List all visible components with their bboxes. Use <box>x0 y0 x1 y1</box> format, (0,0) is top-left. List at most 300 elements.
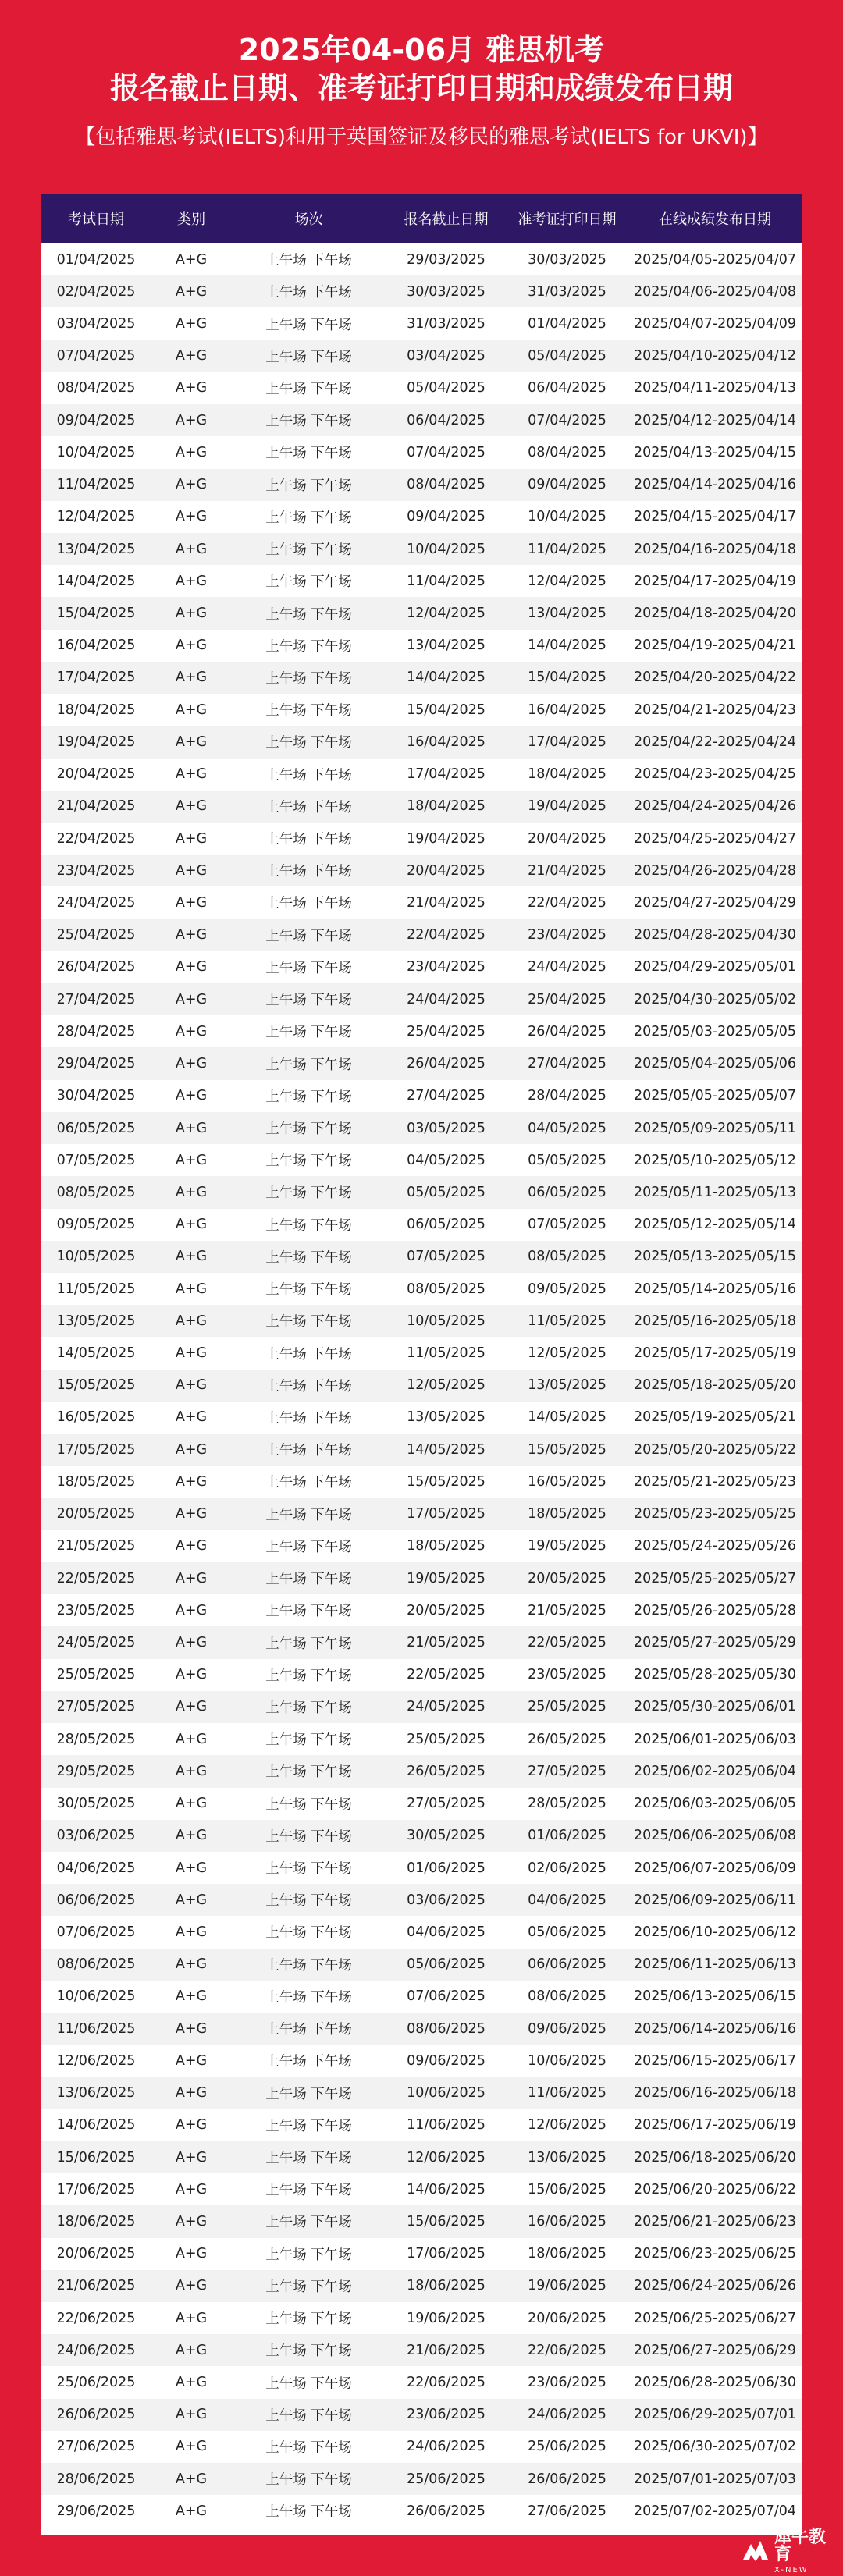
cell-results-release: 2025/05/16-2025/05/18 <box>633 1313 797 1329</box>
cell-session: 上午场 下午场 <box>265 478 352 494</box>
cell-session: 上午场 下午场 <box>265 1957 352 1974</box>
header-category: 类别 <box>177 211 205 228</box>
cell-results-release: 2025/06/01-2025/06/03 <box>633 1731 797 1747</box>
cell-session: 上午场 下午场 <box>265 1217 352 1234</box>
cell-exam-date: 01/04/2025 <box>56 251 136 268</box>
cell-registration-deadline: 03/04/2025 <box>407 348 486 364</box>
cell-registration-deadline: 04/05/2025 <box>407 1152 486 1168</box>
cell-results-release: 2025/06/23-2025/06/25 <box>633 2246 797 2262</box>
cell-session: 上午场 下午场 <box>265 1700 352 1716</box>
cell-exam-date: 08/04/2025 <box>56 380 136 396</box>
table-row <box>41 2399 802 2431</box>
cell-session: 上午场 下午场 <box>265 2215 352 2231</box>
cell-registration-deadline: 21/05/2025 <box>407 1635 486 1651</box>
cell-registration-deadline: 13/04/2025 <box>407 638 486 654</box>
cell-exam-date: 17/06/2025 <box>56 2181 136 2198</box>
cell-admission-print-date: 07/04/2025 <box>528 412 606 428</box>
cell-admission-print-date: 12/05/2025 <box>528 1345 606 1362</box>
cell-session: 上午场 下午场 <box>265 1475 352 1491</box>
cell-exam-date: 14/05/2025 <box>56 1345 136 1362</box>
table-row <box>41 1241 802 1273</box>
cell-exam-date: 26/04/2025 <box>56 959 136 975</box>
cell-exam-date: 25/04/2025 <box>56 927 136 943</box>
cell-category: A+G <box>175 1281 208 1297</box>
cell-session: 上午场 下午场 <box>265 1507 352 1523</box>
table-row <box>41 1370 802 1402</box>
cell-results-release: 2025/05/26-2025/05/28 <box>633 1602 797 1618</box>
cell-category: A+G <box>175 2052 208 2069</box>
table-row <box>41 1080 802 1112</box>
cell-category: A+G <box>175 1667 208 1683</box>
cell-registration-deadline: 19/06/2025 <box>407 2310 486 2326</box>
rhino-logo-icon <box>740 2535 771 2568</box>
table-row <box>41 2431 802 2463</box>
table-row <box>41 1755 802 1787</box>
table-row <box>41 1981 802 2013</box>
cell-results-release: 2025/04/14-2025/04/16 <box>633 477 797 493</box>
cell-exam-date: 10/04/2025 <box>56 444 136 460</box>
cell-admission-print-date: 20/05/2025 <box>528 1570 606 1586</box>
cell-exam-date: 13/06/2025 <box>56 2085 136 2102</box>
cell-exam-date: 07/05/2025 <box>56 1152 136 1168</box>
cell-category: A+G <box>175 702 208 718</box>
table-row <box>41 2270 802 2302</box>
table-row <box>41 533 802 565</box>
cell-results-release: 2025/05/04-2025/05/06 <box>633 1056 797 1072</box>
cell-category: A+G <box>175 2375 208 2391</box>
cell-admission-print-date: 12/04/2025 <box>528 573 606 589</box>
cell-category: A+G <box>175 541 208 557</box>
cell-session: 上午场 下午场 <box>265 1282 352 1299</box>
cell-category: A+G <box>175 862 208 879</box>
table-row <box>41 1337 802 1369</box>
cell-exam-date: 27/06/2025 <box>56 2439 136 2455</box>
table-row <box>41 1852 802 1884</box>
cell-category: A+G <box>175 509 208 525</box>
table-row <box>41 2366 802 2398</box>
cell-results-release: 2025/06/09-2025/06/11 <box>633 1892 797 1908</box>
cell-results-release: 2025/07/02-2025/07/04 <box>633 2503 797 2519</box>
cell-session: 上午场 下午场 <box>265 2311 352 2328</box>
table-row <box>41 1144 802 1176</box>
table-row <box>41 436 802 468</box>
table-row <box>41 951 802 983</box>
cell-results-release: 2025/04/30-2025/05/02 <box>633 991 797 1007</box>
table-body <box>41 243 802 2528</box>
cell-admission-print-date: 24/06/2025 <box>528 2407 606 2423</box>
cell-exam-date: 18/05/2025 <box>56 1473 136 1490</box>
cell-admission-print-date: 22/05/2025 <box>528 1635 606 1651</box>
cell-registration-deadline: 19/04/2025 <box>407 830 486 847</box>
cell-results-release: 2025/06/25-2025/06/27 <box>633 2310 797 2326</box>
cell-registration-deadline: 12/05/2025 <box>407 1377 486 1394</box>
cell-session: 上午场 下午场 <box>265 1314 352 1331</box>
cell-exam-date: 18/06/2025 <box>56 2213 136 2230</box>
table-row <box>41 1498 802 1530</box>
cell-results-release: 2025/04/23-2025/04/25 <box>633 766 797 783</box>
cell-category: A+G <box>175 444 208 460</box>
table-row <box>41 2463 802 2495</box>
table-row <box>41 2495 802 2527</box>
cell-session: 上午场 下午场 <box>265 767 352 783</box>
cell-session: 上午场 下午场 <box>265 1604 352 1620</box>
cell-session: 上午场 下午场 <box>265 285 352 301</box>
cell-results-release: 2025/04/16-2025/04/18 <box>633 541 797 557</box>
cell-category: A+G <box>175 2471 208 2487</box>
table-row <box>41 1884 802 1916</box>
cell-registration-deadline: 10/04/2025 <box>407 541 486 557</box>
cell-session: 上午场 下午场 <box>265 896 352 912</box>
cell-exam-date: 22/04/2025 <box>56 830 136 847</box>
cell-results-release: 2025/04/06-2025/04/08 <box>633 283 797 300</box>
cell-results-release: 2025/05/27-2025/05/29 <box>633 1635 797 1651</box>
cell-session: 上午场 下午场 <box>265 2247 352 2263</box>
cell-results-release: 2025/04/27-2025/04/29 <box>633 894 797 911</box>
cell-admission-print-date: 24/04/2025 <box>528 959 606 975</box>
cell-results-release: 2025/06/20-2025/06/22 <box>633 2181 797 2198</box>
cell-exam-date: 30/05/2025 <box>56 1796 136 1812</box>
cell-exam-date: 28/04/2025 <box>56 1023 136 1039</box>
table-row <box>41 469 802 501</box>
table-row <box>41 2205 802 2237</box>
cell-session: 上午场 下午场 <box>265 1796 352 1813</box>
cell-admission-print-date: 01/06/2025 <box>528 1828 606 1844</box>
table-row <box>41 1112 802 1144</box>
table-row <box>41 2013 802 2045</box>
table-row <box>41 1949 802 1981</box>
cell-session: 上午场 下午场 <box>265 2343 352 2360</box>
cell-registration-deadline: 20/05/2025 <box>407 1602 486 1618</box>
cell-results-release: 2025/04/22-2025/04/24 <box>633 734 797 750</box>
cell-admission-print-date: 14/05/2025 <box>528 1409 606 1426</box>
cell-registration-deadline: 20/04/2025 <box>407 862 486 879</box>
cell-results-release: 2025/06/21-2025/06/23 <box>633 2213 797 2230</box>
cell-exam-date: 21/05/2025 <box>56 1538 136 1554</box>
cell-exam-date: 17/04/2025 <box>56 670 136 686</box>
cell-registration-deadline: 19/05/2025 <box>407 1570 486 1586</box>
cell-category: A+G <box>175 316 208 332</box>
cell-admission-print-date: 21/04/2025 <box>528 862 606 879</box>
cell-exam-date: 25/05/2025 <box>56 1667 136 1683</box>
cell-results-release: 2025/04/07-2025/04/09 <box>633 316 797 332</box>
cell-results-release: 2025/05/12-2025/05/14 <box>633 1217 797 1233</box>
cell-results-release: 2025/04/28-2025/04/30 <box>633 927 797 943</box>
cell-results-release: 2025/05/11-2025/05/13 <box>633 1184 797 1200</box>
cell-session: 上午场 下午场 <box>265 1893 352 1910</box>
table-row <box>41 501 802 533</box>
cell-admission-print-date: 06/06/2025 <box>528 1956 606 1973</box>
cell-category: A+G <box>175 283 208 300</box>
cell-results-release: 2025/05/25-2025/05/27 <box>633 1570 797 1586</box>
cell-registration-deadline: 22/06/2025 <box>407 2375 486 2391</box>
cell-category: A+G <box>175 927 208 943</box>
brand-logo <box>740 2528 832 2574</box>
cell-registration-deadline: 24/06/2025 <box>407 2439 486 2455</box>
cell-registration-deadline: 03/05/2025 <box>407 1120 486 1136</box>
cell-admission-print-date: 22/04/2025 <box>528 894 606 911</box>
cell-results-release: 2025/04/25-2025/04/27 <box>633 830 797 847</box>
cell-registration-deadline: 23/04/2025 <box>407 959 486 975</box>
cell-exam-date: 07/04/2025 <box>56 348 136 364</box>
cell-session: 上午场 下午场 <box>265 832 352 848</box>
cell-category: A+G <box>175 2407 208 2423</box>
cell-admission-print-date: 27/05/2025 <box>528 1763 606 1779</box>
cell-session: 上午场 下午场 <box>265 2407 352 2424</box>
cell-registration-deadline: 12/04/2025 <box>407 606 486 622</box>
cell-results-release: 2025/06/15-2025/06/17 <box>633 2052 797 2069</box>
cell-session: 上午场 下午场 <box>265 1249 352 1266</box>
cell-category: A+G <box>175 2020 208 2037</box>
cell-session: 上午场 下午场 <box>265 381 352 397</box>
table-header <box>41 194 802 243</box>
cell-registration-deadline: 11/05/2025 <box>407 1345 486 1362</box>
cell-category: A+G <box>175 1602 208 1618</box>
cell-exam-date: 03/04/2025 <box>56 316 136 332</box>
cell-category: A+G <box>175 477 208 493</box>
table-row <box>41 1562 802 1594</box>
cell-session: 上午场 下午场 <box>265 864 352 880</box>
cell-exam-date: 10/05/2025 <box>56 1249 136 1265</box>
cell-results-release: 2025/06/13-2025/06/15 <box>633 1988 797 2005</box>
cell-session: 上午场 下午场 <box>265 1732 352 1749</box>
table-row <box>41 307 802 339</box>
cell-category: A+G <box>175 1988 208 2005</box>
cell-exam-date: 17/05/2025 <box>56 1441 136 1458</box>
cell-registration-deadline: 05/04/2025 <box>407 380 486 396</box>
table-row <box>41 340 802 372</box>
cell-admission-print-date: 15/06/2025 <box>528 2181 606 2198</box>
cell-admission-print-date: 16/04/2025 <box>528 702 606 718</box>
cell-results-release: 2025/06/18-2025/06/20 <box>633 2149 797 2166</box>
cell-admission-print-date: 08/06/2025 <box>528 1988 606 2005</box>
page-title-line-1: 2025年04-06月 雅思机考 <box>238 33 605 67</box>
cell-session: 上午场 下午场 <box>265 1668 352 1684</box>
cell-admission-print-date: 08/05/2025 <box>528 1249 606 1265</box>
cell-admission-print-date: 05/04/2025 <box>528 348 606 364</box>
cell-category: A+G <box>175 1924 208 1940</box>
cell-admission-print-date: 20/04/2025 <box>528 830 606 847</box>
cell-admission-print-date: 04/06/2025 <box>528 1892 606 1908</box>
cell-category: A+G <box>175 2181 208 2198</box>
table-row <box>41 759 802 791</box>
cell-admission-print-date: 28/04/2025 <box>528 1088 606 1104</box>
cell-registration-deadline: 08/06/2025 <box>407 2020 486 2037</box>
cell-exam-date: 29/05/2025 <box>56 1763 136 1779</box>
cell-category: A+G <box>175 1313 208 1329</box>
cell-session: 上午场 下午场 <box>265 1443 352 1459</box>
table-row <box>41 2334 802 2366</box>
cell-exam-date: 03/06/2025 <box>56 1828 136 1844</box>
table-row <box>41 1273 802 1305</box>
brand-subtitle: X-NEW <box>774 2566 809 2574</box>
table-row <box>41 243 802 275</box>
cell-category: A+G <box>175 1056 208 1072</box>
cell-results-release: 2025/05/24-2025/05/26 <box>633 1538 797 1554</box>
cell-results-release: 2025/06/11-2025/06/13 <box>633 1956 797 1973</box>
cell-admission-print-date: 09/05/2025 <box>528 1281 606 1297</box>
cell-admission-print-date: 15/04/2025 <box>528 670 606 686</box>
cell-session: 上午场 下午场 <box>265 638 352 655</box>
table-row <box>41 2302 802 2334</box>
cell-registration-deadline: 29/03/2025 <box>407 251 486 268</box>
cell-exam-date: 22/06/2025 <box>56 2310 136 2326</box>
cell-category: A+G <box>175 1409 208 1426</box>
cell-admission-print-date: 22/06/2025 <box>528 2342 606 2358</box>
cell-registration-deadline: 09/04/2025 <box>407 509 486 525</box>
table-row <box>41 2077 802 2109</box>
cell-admission-print-date: 25/06/2025 <box>528 2439 606 2455</box>
cell-exam-date: 29/06/2025 <box>56 2503 136 2519</box>
cell-category: A+G <box>175 1796 208 1812</box>
cell-session: 上午场 下午场 <box>265 606 352 623</box>
cell-category: A+G <box>175 1473 208 1490</box>
cell-registration-deadline: 17/04/2025 <box>407 766 486 783</box>
cell-registration-deadline: 18/05/2025 <box>407 1538 486 1554</box>
cell-category: A+G <box>175 1956 208 1973</box>
cell-registration-deadline: 24/04/2025 <box>407 991 486 1007</box>
cell-registration-deadline: 22/04/2025 <box>407 927 486 943</box>
cell-session: 上午场 下午场 <box>265 1828 352 1845</box>
cell-category: A+G <box>175 1023 208 1039</box>
cell-results-release: 2025/05/09-2025/05/11 <box>633 1120 797 1136</box>
cell-category: A+G <box>175 798 208 815</box>
cell-session: 上午场 下午场 <box>265 414 352 430</box>
table-row <box>41 2173 802 2205</box>
cell-exam-date: 20/04/2025 <box>56 766 136 783</box>
cell-registration-deadline: 07/06/2025 <box>407 1988 486 2005</box>
cell-results-release: 2025/04/20-2025/04/22 <box>633 670 797 686</box>
table-row <box>41 2109 802 2141</box>
cell-session: 上午场 下午场 <box>265 1121 352 1138</box>
cell-exam-date: 04/06/2025 <box>56 1860 136 1876</box>
cell-admission-print-date: 15/05/2025 <box>528 1441 606 1458</box>
cell-exam-date: 15/04/2025 <box>56 606 136 622</box>
cell-results-release: 2025/05/23-2025/05/25 <box>633 1506 797 1523</box>
cell-exam-date: 28/06/2025 <box>56 2471 136 2487</box>
cell-session: 上午场 下午场 <box>265 574 352 591</box>
cell-admission-print-date: 16/05/2025 <box>528 1473 606 1490</box>
cell-registration-deadline: 10/05/2025 <box>407 1313 486 1329</box>
cell-exam-date: 13/04/2025 <box>56 541 136 557</box>
cell-category: A+G <box>175 2342 208 2358</box>
cell-session: 上午场 下午场 <box>265 1764 352 1781</box>
cell-session: 上午场 下午场 <box>265 1572 352 1588</box>
cell-registration-deadline: 18/04/2025 <box>407 798 486 815</box>
cell-registration-deadline: 01/06/2025 <box>407 1860 486 1876</box>
cell-registration-deadline: 23/06/2025 <box>407 2407 486 2423</box>
cell-category: A+G <box>175 1538 208 1554</box>
cell-registration-deadline: 30/03/2025 <box>407 283 486 300</box>
cell-registration-deadline: 05/06/2025 <box>407 1956 486 1973</box>
cell-registration-deadline: 06/04/2025 <box>407 412 486 428</box>
cell-results-release: 2025/06/07-2025/06/09 <box>633 1860 797 1876</box>
cell-admission-print-date: 30/03/2025 <box>528 251 606 268</box>
cell-admission-print-date: 11/05/2025 <box>528 1313 606 1329</box>
cell-registration-deadline: 25/06/2025 <box>407 2471 486 2487</box>
cell-results-release: 2025/05/13-2025/05/15 <box>633 1249 797 1265</box>
cell-results-release: 2025/04/17-2025/04/19 <box>633 573 797 589</box>
cell-exam-date: 24/06/2025 <box>56 2342 136 2358</box>
cell-category: A+G <box>175 830 208 847</box>
cell-session: 上午场 下午场 <box>265 1636 352 1652</box>
cell-admission-print-date: 06/05/2025 <box>528 1184 606 1200</box>
table-row <box>41 404 802 436</box>
cell-session: 上午场 下午场 <box>265 1539 352 1555</box>
cell-session: 上午场 下午场 <box>265 2439 352 2456</box>
header-admission-print-date: 准考证打印日期 <box>518 211 617 228</box>
table-row <box>41 1916 802 1948</box>
cell-session: 上午场 下午场 <box>265 799 352 815</box>
table-row <box>41 886 802 918</box>
cell-registration-deadline: 15/05/2025 <box>407 1473 486 1490</box>
cell-results-release: 2025/05/10-2025/05/12 <box>633 1152 797 1168</box>
cell-exam-date: 22/05/2025 <box>56 1570 136 1586</box>
cell-exam-date: 27/04/2025 <box>56 991 136 1007</box>
cell-session: 上午场 下午场 <box>265 1057 352 1073</box>
cell-exam-date: 23/04/2025 <box>56 862 136 879</box>
cell-admission-print-date: 18/06/2025 <box>528 2246 606 2262</box>
table-row <box>41 1402 802 1434</box>
cell-category: A+G <box>175 251 208 268</box>
table-row <box>41 662 802 694</box>
cell-exam-date: 10/06/2025 <box>56 1988 136 2005</box>
cell-session: 上午场 下午场 <box>265 670 352 687</box>
cell-category: A+G <box>175 2503 208 2519</box>
table-row <box>41 372 802 404</box>
header-results-release: 在线成绩发布日期 <box>659 211 771 228</box>
cell-results-release: 2025/06/24-2025/06/26 <box>633 2278 797 2294</box>
cell-results-release: 2025/06/17-2025/06/19 <box>633 2117 797 2134</box>
cell-registration-deadline: 18/06/2025 <box>407 2278 486 2294</box>
cell-category: A+G <box>175 380 208 396</box>
cell-registration-deadline: 04/06/2025 <box>407 1924 486 1940</box>
cell-admission-print-date: 10/04/2025 <box>528 509 606 525</box>
cell-session: 上午场 下午场 <box>265 960 352 976</box>
cell-registration-deadline: 06/05/2025 <box>407 1217 486 1233</box>
cell-admission-print-date: 23/06/2025 <box>528 2375 606 2391</box>
cell-session: 上午场 下午场 <box>265 510 352 526</box>
cell-registration-deadline: 25/05/2025 <box>407 1731 486 1747</box>
cell-exam-date: 20/05/2025 <box>56 1506 136 1523</box>
cell-registration-deadline: 16/04/2025 <box>407 734 486 750</box>
cell-results-release: 2025/04/05-2025/04/07 <box>633 251 797 268</box>
cell-exam-date: 21/06/2025 <box>56 2278 136 2294</box>
cell-session: 上午场 下午场 <box>265 2375 352 2392</box>
cell-exam-date: 07/06/2025 <box>56 1924 136 1940</box>
cell-exam-date: 11/06/2025 <box>56 2020 136 2037</box>
cell-category: A+G <box>175 1088 208 1104</box>
table-row <box>41 597 802 629</box>
cell-category: A+G <box>175 2117 208 2134</box>
cell-exam-date: 30/04/2025 <box>56 1088 136 1104</box>
cell-session: 上午场 下午场 <box>265 1410 352 1427</box>
cell-category: A+G <box>175 1570 208 1586</box>
cell-results-release: 2025/05/19-2025/05/21 <box>633 1409 797 1426</box>
cell-category: A+G <box>175 1184 208 1200</box>
page-subtitle: 【包括雅思考试(IELTS)和用于英国签证及移民的雅思考试(IELTS for UKVI)】 <box>75 126 768 149</box>
table-row <box>41 1305 802 1337</box>
cell-session: 上午场 下午场 <box>265 317 352 333</box>
cell-exam-date: 11/04/2025 <box>56 477 136 493</box>
cell-admission-print-date: 05/06/2025 <box>528 1924 606 1940</box>
cell-results-release: 2025/04/29-2025/05/01 <box>633 959 797 975</box>
cell-exam-date: 14/06/2025 <box>56 2117 136 2134</box>
cell-category: A+G <box>175 2085 208 2102</box>
cell-results-release: 2025/06/03-2025/06/05 <box>633 1796 797 1812</box>
table-row <box>41 726 802 758</box>
cell-admission-print-date: 10/06/2025 <box>528 2052 606 2069</box>
cell-admission-print-date: 19/05/2025 <box>528 1538 606 1554</box>
